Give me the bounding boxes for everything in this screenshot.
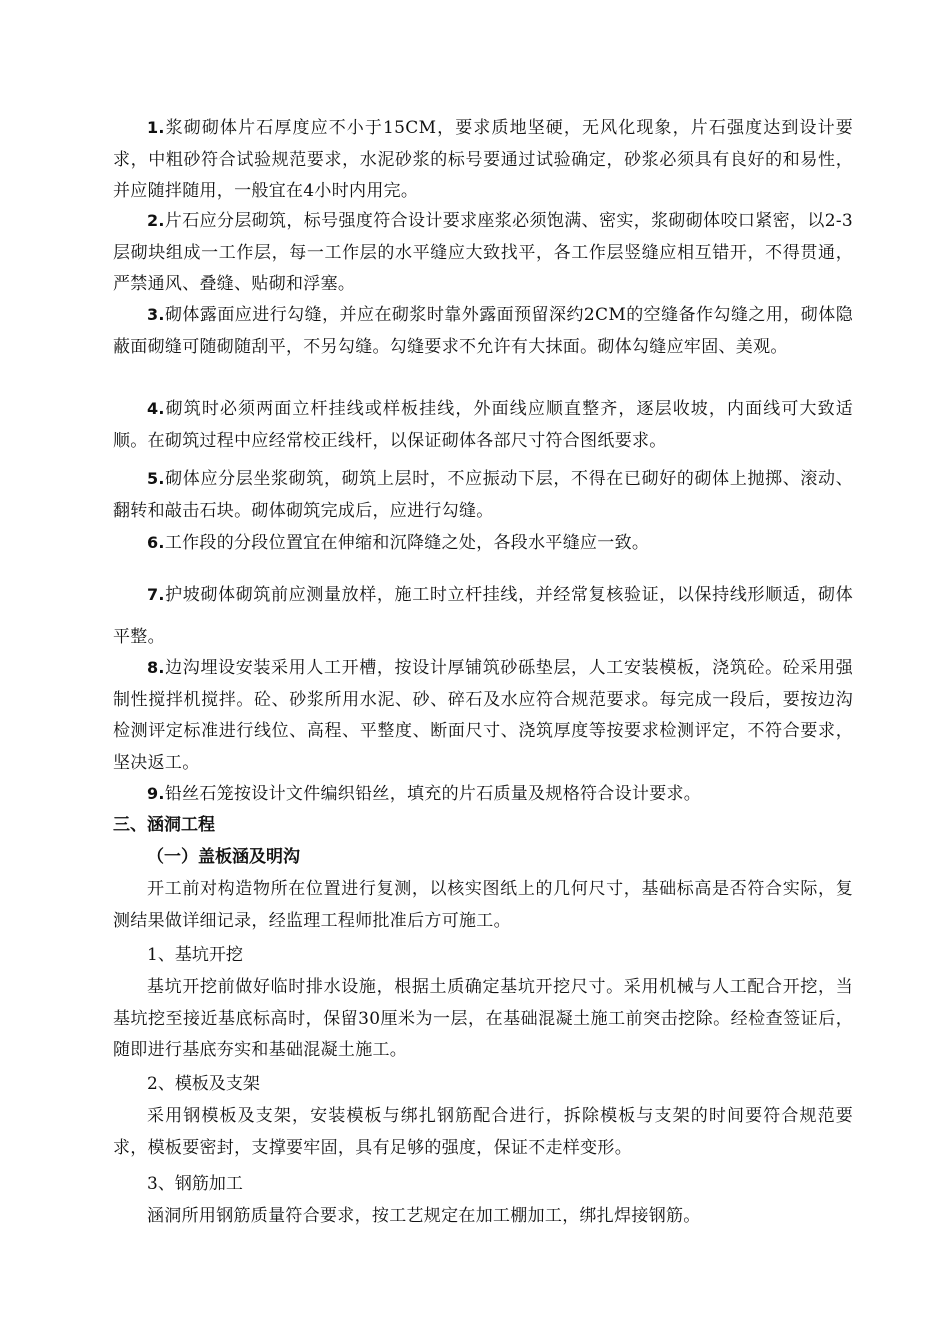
item-text: 片石应分层砌筑，标号强度符合设计要求座浆必须饱满、密实，浆砌砌体咬口紧密，以2-3层砌块组成一工作层，每一工作层的水平缝应大致找平，各工作层竖缝应相互错开，不得贯通，严禁通风、叠缝、贴砌和浮塞。 [113, 211, 853, 294]
item-5-paragraph [113, 463, 853, 527]
item-text: 砌体应分层坐浆砌筑，砌筑上层时，不应振动下层，不得在已砌好的砌体上抛掷、滚动、翻转和敲击石块。砌体砌筑完成后，应进行勾缝。 [113, 469, 853, 521]
item-4-paragraph [113, 393, 853, 457]
step-title: 2、模板及支架 [147, 1074, 260, 1094]
item-3-paragraph [113, 299, 853, 363]
item-number: 7. [147, 585, 165, 604]
item-text: 浆砌砌体片石厚度应不小于15CM，要求质地坚硬，无风化现象，片石强度达到设计要求，中粗砂符合试验规范要求，水泥砂浆的标号要通过试验确定，砂浆必须具有良好的和易性，并应随拌随用，一般宜在4小时内用完。 [113, 118, 853, 201]
item-text: 铅丝石笼按设计文件编织铅丝，填充的片石质量及规格符合设计要求。 [164, 784, 702, 804]
item-number: 9. [147, 784, 165, 803]
item-number: 3. [147, 305, 165, 324]
item-number: 4. [147, 399, 165, 418]
item-text: 护坡砌体砌筑前应测量放样，施工时立杆挂线，并经常复核验证，以保持线形顺适，砌体平整。 [113, 585, 853, 647]
item-text: 砌筑时必须两面立杆挂线或样板挂线，外面线应顺直整齐，逐层收坡，内面线可大致适顺。在砌筑过程中应经常校正线杆，以保证砌体各部尺寸符合图纸要求。 [113, 399, 853, 451]
intro-paragraph: 开工前对构造物所在位置进行复测，以核实图纸上的几何尺寸，基础标高是否符合实际，复测结果做详细记录，经监理工程师批准后方可施工。 [113, 879, 853, 931]
step-title: 1、基坑开挖 [147, 945, 243, 965]
item-text: 工作段的分段位置宜在伸缩和沉降缝之处，各段水平缝应一致。 [164, 533, 650, 553]
section-heading: 三、涵洞工程 [113, 815, 215, 835]
item-text: 砌体露面应进行勾缝，并应在砌浆时靠外露面预留深约2CM的空缝备作勾缝之用，砌体隐蔽面砌缝可随砌随刮平，不另勾缝。勾缝要求不允许有大抹面。砌体勾缝应牢固、美观。 [113, 305, 853, 357]
step-paragraph: 基坑开挖前做好临时排水设施，根据土质确定基坑开挖尺寸。采用机械与人工配合开挖，当基坑挖至接近基底标高时，保留30厘米为一层，在基础混凝土施工前突击挖除。经检查签证后，随即进行基底夯实和基础混凝土施工。 [113, 977, 853, 1060]
step-paragraph: 采用钢模板及支架，安装模板与绑扎钢筋配合进行，拆除模板与支架的时间要符合规范要求，模板要密封，支撑要牢固，具有足够的强度，保证不走样变形。 [113, 1106, 853, 1158]
item-7-paragraph [113, 574, 853, 658]
item-8-paragraph [113, 652, 853, 779]
item-number: 1. [147, 118, 165, 137]
item-9-paragraph [113, 778, 853, 811]
item-text: 边沟埋设安装采用人工开槽，按设计厚铺筑砂砾垫层，人工安装模板，浇筑砼。砼采用强制性搅拌机搅拌。砼、砂浆所用水泥、砂、碎石及水应符合规范要求。每完成一段后，要按边沟检测评定标准进行线位、高程、平整度、断面尺寸、浇筑厚度等按要求检测评定，不符合要求，坚决返工。 [113, 658, 853, 773]
item-2-paragraph [113, 205, 853, 301]
item-1-paragraph [113, 112, 853, 208]
item-number: 8. [147, 658, 165, 677]
item-number: 6. [147, 533, 165, 552]
step-paragraph: 涵洞所用钢筋质量符合要求，按工艺规定在加工棚加工，绑扎焊接钢筋。 [147, 1206, 701, 1226]
item-number: 2. [147, 211, 165, 230]
step-title: 3、钢筋加工 [147, 1174, 243, 1194]
item-6-paragraph [113, 527, 853, 560]
subsection-heading: （一）盖板涵及明沟 [147, 847, 300, 867]
item-number: 5. [147, 469, 165, 488]
